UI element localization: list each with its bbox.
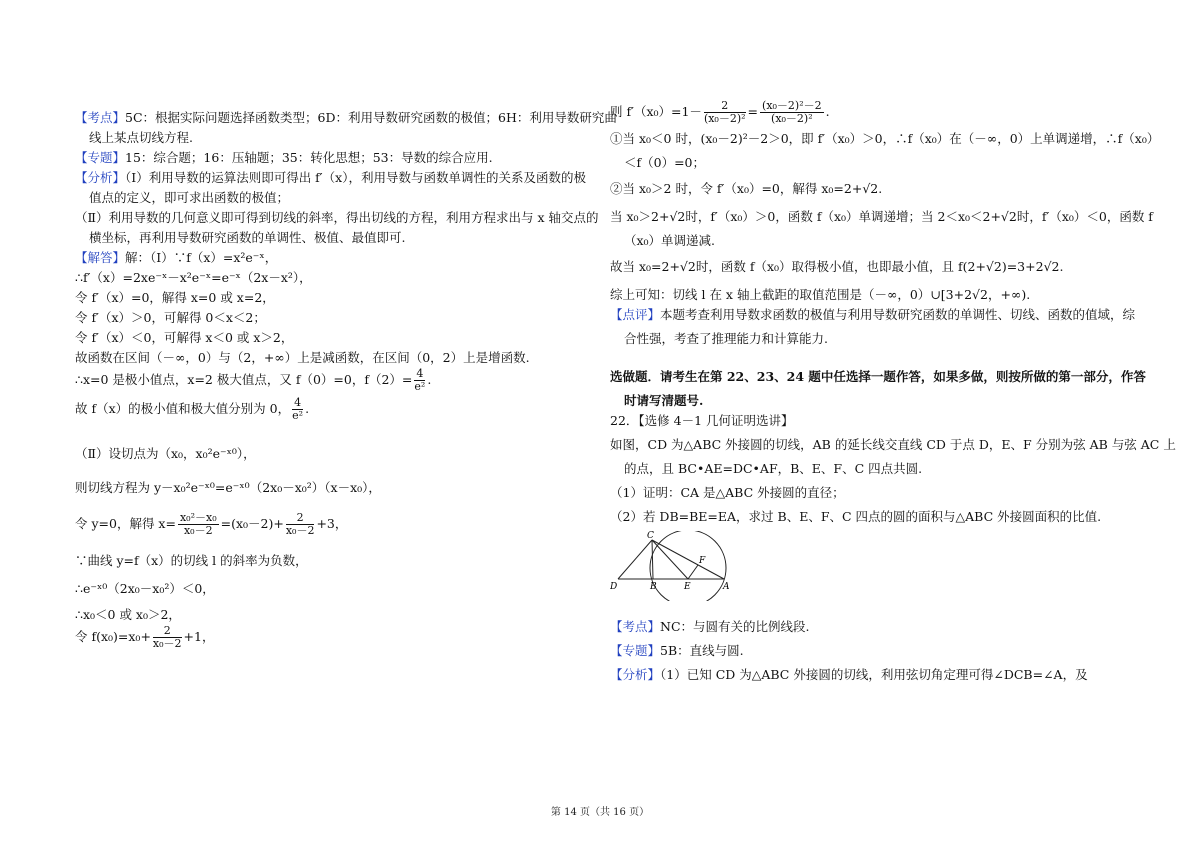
fenxi-line-3: （Ⅱ）利用导数的几何意义即可得到切线的斜率，得出切线的方程，利用方程求出与 x 轴交点的 xyxy=(75,210,599,225)
solution-line-2: 令 f′（x）=0，解得 x=0 或 x=2， xyxy=(75,290,275,305)
fraction: $\frac{4}{\text{e²}}$ xyxy=(292,396,304,422)
fenxi-tag: 【分析】 xyxy=(75,170,126,185)
solution-line-10: 令 y=0，解得 x= $\frac{\text{x₀²－x₀}}{\text{x₀－2}}$ =(x₀－2)+ $\frac{2}{\text{x₀－2}}$ +3， xyxy=(75,511,348,537)
label-A: A xyxy=(723,582,730,592)
fenxi-line-2: 值点的定义，即可求出函数的极值； xyxy=(89,190,290,205)
solution-line-5: 故函数在区间（－∞，0）与（2，+∞）上是减函数，在区间（0，2）上是增函数. xyxy=(75,350,530,365)
zhuanti-line: 【专题】15：综合题；16：压轴题；35：转化思想；53：导数的综合应用. xyxy=(75,150,493,165)
segment-EF xyxy=(688,565,698,579)
chord-CA xyxy=(652,540,724,579)
conclusion-line: 综上可知：切线 l 在 x 轴上截距的取值范围是（－∞，0）∪[3+2√2，+∞). xyxy=(610,287,1031,302)
elective-heading: 选做题．请考生在第 22、23、24 题中任选择一题作答，如果多做，则按所做的第一部分，作答 xyxy=(610,369,1146,384)
label-F: F xyxy=(699,556,706,566)
question-22-part-1: （1）证明：CA 是△ABC 外接圆的直径； xyxy=(610,485,845,500)
chord-CB xyxy=(652,540,653,579)
label-B: B xyxy=(650,582,657,592)
case-1-line: ①当 x₀＜0 时，(x₀－2)²－2＞0，即 f′（x₀）＞0，∴f（x₀）在（－∞，0）上单调递增，∴f（x₀） xyxy=(610,131,1160,146)
jieda-line: 【解答】解：（Ⅰ）∵f（x）=x²e⁻ˣ， xyxy=(75,250,278,265)
label-D: D xyxy=(610,582,618,592)
fraction: $\frac{\text{x₀²－x₀}}{\text{x₀－2}}$ xyxy=(179,511,217,537)
derivative-line: 则 f′（x₀）=1－ $\frac{2}{\text{(x₀－2)²}}$ = $\frac{\text{(x₀－2)²－2}}{\text{(x₀－2)²}}$ . xyxy=(610,99,830,125)
left-column xyxy=(75,108,618,650)
case-2-line-3: （x₀）单调递减. xyxy=(624,233,716,248)
zhuanti2-line: 【专题】5B：直线与圆. xyxy=(610,643,744,658)
solution-line-4: 令 f′（x）＜0，可解得 x＜0 或 x＞2， xyxy=(75,330,294,345)
solution-line-3: 令 f′（x）＞0，可解得 0＜x＜2； xyxy=(75,310,266,325)
solution-line-1: ∴f′（x）=2xe⁻ˣ－x²e⁻ˣ=e⁻ˣ（2x－x²）， xyxy=(75,270,312,285)
solution-line-12: ∴e⁻ˣ⁰（2x₀－x₀²）＜0， xyxy=(75,581,215,596)
zhuanti-tag: 【专题】 xyxy=(75,150,126,165)
geometry-figure xyxy=(610,531,1128,607)
fraction: $\frac{2}{\text{x₀－2}}$ xyxy=(152,624,182,650)
fraction: $\frac{2}{\text{(x₀－2)²}}$ xyxy=(703,99,746,125)
kaodian2-line: 【考点】NC：与圆有关的比例线段. xyxy=(610,619,810,634)
case-2-line-2: 当 x₀＞2+√2时，f′（x₀）＞0，函数 f（x₀）单调递增；当 2＜x₀＜2+√2时，f′（x₀）＜0，函数 f xyxy=(610,209,1153,224)
solution-line-11: ∵曲线 y=f（x）的切线 l 的斜率为负数， xyxy=(75,553,308,568)
solution-line-7: 故 f（x）的极小值和极大值分别为 0， $\frac{4}{\text{e²}}$ . xyxy=(75,396,310,422)
fraction: $\frac{\text{(x₀－2)²－2}}{\text{(x₀－2)²}}$ xyxy=(762,99,822,125)
solution-line-14: 令 f(x₀)=x₀+ $\frac{2}{\text{x₀－2}}$ +1， xyxy=(75,624,215,650)
label-E: E xyxy=(684,582,691,592)
question-22-text: 如图，CD 为△ABC 外接圆的切线，AB 的延长线交直线 CD 于点 D，E、F 分别为弦 AB 与弦 AC 上 xyxy=(610,437,1176,452)
kaodian2-tag: 【考点】 xyxy=(610,619,661,634)
page-footer: 第 14 页（共 16 页） xyxy=(550,807,650,818)
fraction: $\frac{2}{\text{x₀－2}}$ xyxy=(285,511,315,537)
solution-line-6: ∴x=0 是极小值点，x=2 极大值点，又 f（0）=0，f（2）= $\frac{4}{\text{e²}}$ . xyxy=(75,367,432,393)
question-22-title: 22．【选修 4－1 几何证明选讲】 xyxy=(610,413,794,428)
min-line: 故当 x₀=2+√2时，函数 f（x₀）取得极小值，也即最小值，且 f(2+√2)=3+2√2. xyxy=(610,259,1064,274)
question-22-text-2: 的点，且 BC•AE=DC•AF，B、E、F、C 四点共圆. xyxy=(624,461,923,476)
case-1-line-2: ＜f（0）=0； xyxy=(624,155,706,170)
fraction: $\frac{4}{\text{e²}}$ xyxy=(414,367,426,393)
zhuanti2-tag: 【专题】 xyxy=(610,643,661,658)
fenxi-line-4: 横坐标，再利用导数研究函数的单调性、极值、最值即可. xyxy=(89,230,406,245)
question-22-part-2: （2）若 DB=BE=EA，求过 B、E、F、C 四点的圆的面积与△ABC 外接圆面积的比值. xyxy=(610,509,1102,524)
kaodian-line-2: 线上某点切线方程. xyxy=(89,130,193,145)
segment-CE xyxy=(652,540,688,579)
solution-line-9: 则切线方程为 y－x₀²e⁻ˣ⁰=e⁻ˣ⁰（2x₀－x₀²）（x－x₀）， xyxy=(75,480,381,495)
solution-line-8: （Ⅱ）设切点为（x₀，x₀²e⁻ˣ⁰）， xyxy=(75,446,256,461)
dianping-line: 【点评】本题考查利用导数求函数的极值与利用导数研究函数的单调性、切线、函数的值域，综 xyxy=(610,307,1136,322)
elective-heading-2: 时请写清题号. xyxy=(624,393,704,408)
solution-line-13: ∴x₀＜0 或 x₀＞2， xyxy=(75,607,181,622)
right-column xyxy=(610,99,1176,685)
fenxi2-tag: 【分析】 xyxy=(610,667,661,682)
spacer xyxy=(75,422,615,444)
label-C: C xyxy=(647,531,654,541)
dianping-tag: 【点评】 xyxy=(610,307,661,322)
circle-diagram xyxy=(610,531,740,601)
kaodian-tag: 【考点】 xyxy=(75,110,126,125)
kaodian-line: 【考点】5C：根据实际问题选择函数类型；6D：利用导数研究函数的极值；6H：利用导数研究曲 xyxy=(75,110,617,125)
case-2-line: ②当 x₀＞2 时，令 f′（x₀）=0，解得 x₀=2+√2. xyxy=(610,181,883,196)
dianping-line-2: 合性强，考查了推理能力和计算能力. xyxy=(624,331,828,346)
fenxi2-line: 【分析】（1）已知 CD 为△ABC 外接圆的切线，利用弦切角定理可得∠DCB=∠A，及 xyxy=(610,667,1088,682)
tangent-DC xyxy=(618,540,652,579)
fenxi-line: 【分析】（Ⅰ）利用导数的运算法则即可得出 f′（x），利用导数与函数单调性的关系及函数的极 xyxy=(75,170,586,185)
jieda-tag: 【解答】 xyxy=(75,250,126,265)
